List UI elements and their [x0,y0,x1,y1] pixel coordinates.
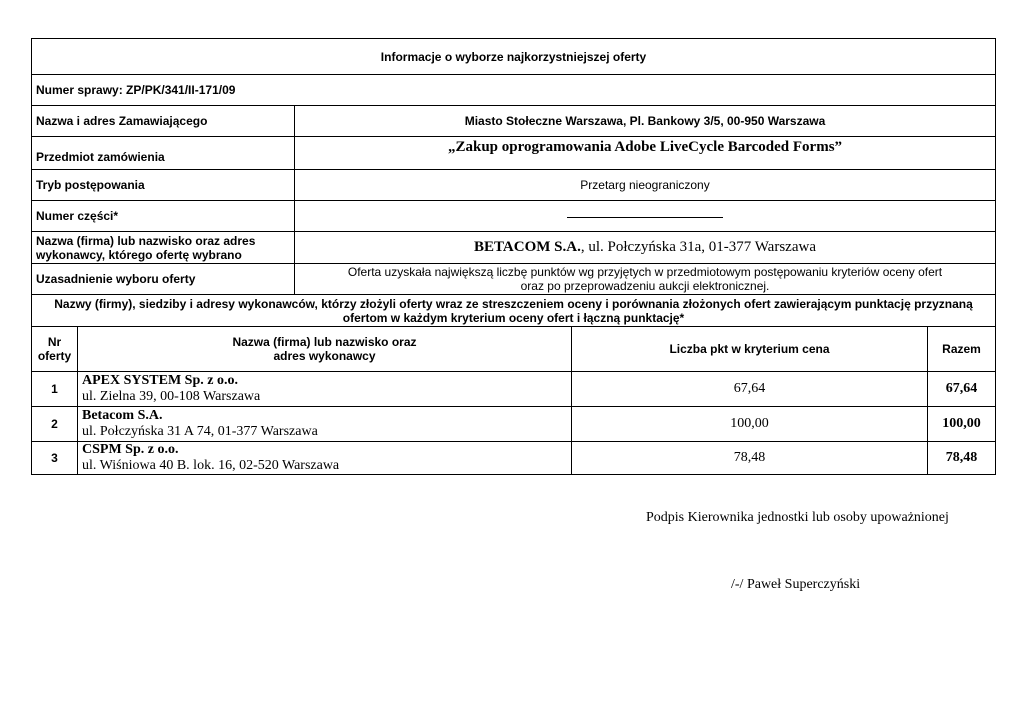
table-row [32,407,996,442]
document-title: Informacje o wyborze najkorzystniejszej oferty [32,39,996,75]
offer-price-points: 67,64 [572,372,928,407]
offer-company [78,407,572,442]
col-nr-line2: oferty [37,349,72,363]
offer-total: 67,64 [928,372,996,407]
czesc-label: Numer części* [32,201,295,232]
col-nr-line1: Nr [47,335,62,349]
offer-nr: 3 [32,442,78,475]
offer-address: ul. Połczyńska 31 A 74, 01-377 Warszawa [82,424,318,439]
document [31,38,995,475]
offer-address: ul. Zielna 39, 00-108 Warszawa [82,389,261,404]
uzasadnienie-line1: Oferta uzyskała największą liczbę punktów wg przyjętych w przedmiotowym postępowaniu kryteriów oceny ofert [347,265,943,279]
info-table [31,38,996,327]
table-row [32,372,996,407]
col-total-header: Razem [928,327,996,372]
czesc-value [295,201,996,232]
offer-nr: 2 [32,407,78,442]
col-name-line2: adres wykonawcy [273,349,376,363]
tryb-label: Tryb postępowania [32,170,295,201]
offer-company [78,442,572,475]
col-name-header [78,327,572,372]
offer-price-points: 100,00 [572,407,928,442]
offers-heading: Nazwy (firmy), siedziby i adresy wykonawców, którzy złożyli oferty wraz ze streszczeniem oceny i porównania złożonych ofert zawierającym punktację przyznaną ofertom w każdym kryterium oceny ofert i łączną punktację* [32,295,996,327]
case-number: Numer sprawy: ZP/PK/341/II-171/09 [32,75,996,106]
signature-name: /-/ Paweł Superczyński [731,577,861,592]
tryb-value: Przetarg nieograniczony [295,170,996,201]
col-nr-header [32,327,78,372]
offer-nr: 1 [32,372,78,407]
offer-total: 100,00 [928,407,996,442]
table-row [32,442,996,475]
wybrany-address: , ul. Połczyńska 31a, 01-377 Warszawa [580,239,816,255]
uzasadnienie-value [295,264,996,295]
offer-total: 78,48 [928,442,996,475]
offer-company [78,372,572,407]
offer-address: ul. Wiśniowa 40 B. lok. 16, 02-520 Warszawa [82,458,340,473]
przedmiot-label: Przedmiot zamówienia [32,137,295,170]
offer-name: CSPM Sp. z o.o. [82,442,179,457]
signature-label: Podpis Kierownika jednostki lub osoby upoważnionej [646,510,949,525]
uzasadnienie-label: Uzasadnienie wyboru oferty [32,264,295,295]
uzasadnienie-line2: oraz po przeprowadzeniu aukcji elektronicznej. [520,279,770,293]
przedmiot-value: „Zakup oprogramowania Adobe LiveCycle Barcoded Forms” [295,137,996,170]
wybrany-name: BETACOM S.A. [474,239,581,255]
offer-price-points: 78,48 [572,442,928,475]
blank-line [567,216,723,218]
col-name-line1: Nazwa (firma) lub nazwisko oraz [232,335,417,349]
col-price-header: Liczba pkt w kryterium cena [572,327,928,372]
zamawiajacy-label: Nazwa i adres Zamawiającego [32,106,295,137]
offer-name: APEX SYSTEM Sp. z o.o. [82,373,238,388]
wybrany-label: Nazwa (firma) lub nazwisko oraz adres wykonawcy, którego ofertę wybrano [32,232,295,264]
wybrany-value [295,232,996,264]
zamawiajacy-value: Miasto Stołeczne Warszawa, Pl. Bankowy 3/5, 00-950 Warszawa [295,106,996,137]
offer-name: Betacom S.A. [82,408,163,423]
offers-table [31,326,996,475]
